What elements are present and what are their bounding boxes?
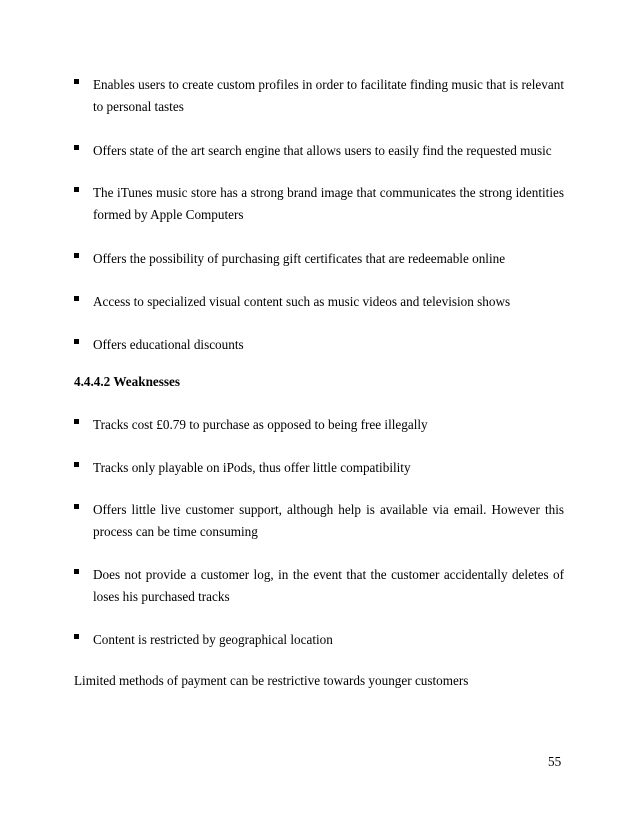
strength-item-text: Offers the possibility of purchasing gift certificates that are redeemable online [93,251,506,266]
bullet-square-icon [74,504,79,509]
weaknesses-heading: 4.4.4.2 Weaknesses [74,374,181,389]
strength-item-text: Offers educational discounts [93,337,244,352]
weakness-item-text: Tracks cost £0.79 to purchase as opposed to being free illegally [93,417,428,432]
bullet-square-icon [74,253,79,258]
page-number: 55 [548,754,562,769]
strength-item-text: Offers state of the art search engine that allows users to easily find the requested music [93,143,552,158]
closing-paragraph: Limited methods of payment can be restrictive towards younger customers [74,673,469,688]
weakness-item-text: Tracks only playable on iPods, thus offer little compatibility [93,460,411,475]
bullet-square-icon [74,462,79,467]
bullet-square-icon [74,187,79,192]
strength-item-text: Access to specialized visual content such as music videos and television shows [93,294,511,309]
bullet-square-icon [74,419,79,424]
strength-item-text: The iTunes music store has a strong brand image that communicates the strong identities formed by Apple Computers [93,185,564,222]
bullet-square-icon [74,634,79,639]
strength-item-text: Enables users to create custom profiles in order to facilitate finding music that is relevant to personal tastes [93,77,564,114]
bullet-square-icon [74,79,79,84]
bullet-square-icon [74,569,79,574]
weakness-item-text: Content is restricted by geographical location [93,632,333,647]
bullet-square-icon [74,339,79,344]
weakness-item-text: Does not provide a customer log, in the event that the customer accidentally deletes of loses his purchased tracks [93,567,564,604]
weakness-item-text: Offers little live customer support, although help is available via email. However this process can be time consuming [93,502,564,539]
bullet-square-icon [74,145,79,150]
bullet-square-icon [74,296,79,301]
